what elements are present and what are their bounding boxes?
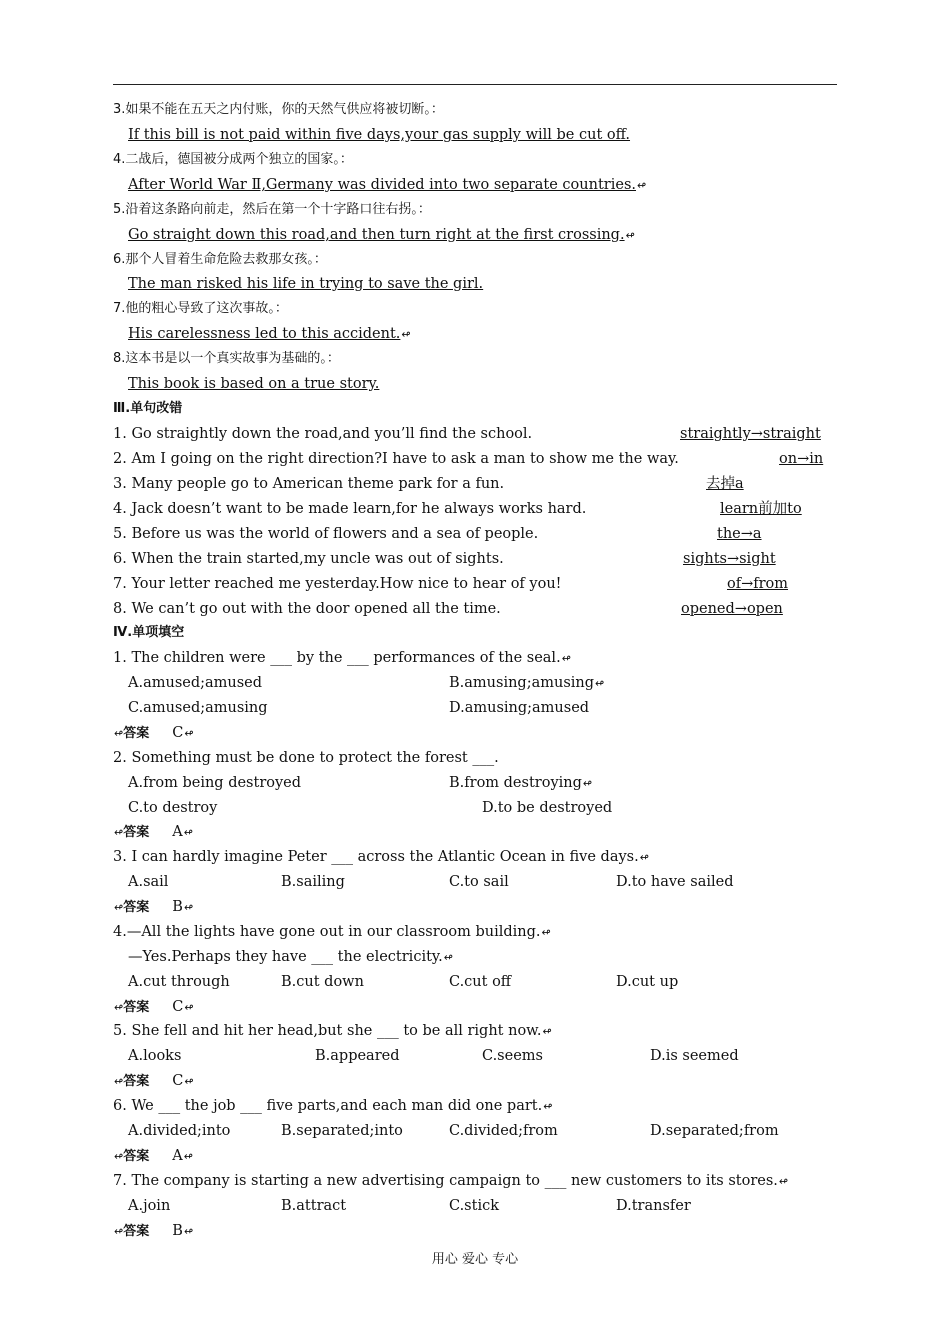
correction-sentence-8: 8. We can’t go out with the door opened all the time.: [113, 601, 501, 617]
translation-question-5: 5.沿着这条路向前走，然后在第一个十字路口往右拐。：: [113, 202, 431, 217]
choice-4-option-d: D.cut up: [616, 974, 679, 990]
choice-6-option-a: A.divided;into: [128, 1123, 231, 1139]
return-mark-icon: ↫: [541, 926, 551, 939]
return-mark-icon: ↫: [114, 1075, 124, 1088]
return-mark-icon: ↫: [183, 901, 194, 914]
choice-question-5: 5. She fell and hit her head,but she ___ to be all right now.↫: [113, 1023, 552, 1039]
translation-answer-7-line: [128, 324, 411, 345]
choice-7-option-d: D.transfer: [616, 1198, 691, 1214]
return-mark-icon: ↫: [625, 229, 635, 242]
choice-3-option-d: D.to have sailed: [616, 874, 734, 890]
choice-4-option-c: C.cut off: [449, 974, 512, 990]
choice-1-option-c: C.amused;amusing: [128, 700, 268, 716]
choice-7-answer: ↫答案 B↫: [114, 1223, 194, 1239]
choice-1-option-d: D.amusing;amused: [449, 700, 590, 716]
translation-answer-3: If this bill is not paid within five days,your gas supply will be cut off.: [128, 127, 631, 143]
return-mark-icon: ↫: [114, 1001, 124, 1014]
translation-question-3: 3.如果不能在五天之内付账，你的天然气供应将被切断。：: [113, 102, 444, 117]
page-footer: 用心 爱心 专心: [431, 1252, 519, 1267]
choice-7-option-a: A.join: [128, 1198, 171, 1214]
correction-heading: Ⅲ.单句改错: [113, 401, 183, 416]
return-mark-icon: ↫: [184, 1075, 194, 1088]
choice-3-option-a: A.sail: [128, 874, 169, 890]
correction-fix-2: on→in: [779, 451, 824, 467]
return-mark-icon: ↫: [183, 1150, 193, 1163]
return-mark-icon: ↫: [114, 901, 124, 914]
translation-question-7: 7.他的粗心导致了这次事故。：: [113, 301, 288, 316]
correction-fix-8: opened→open: [681, 601, 783, 617]
choice-4-answer: ↫答案 C↫: [114, 999, 194, 1015]
return-mark-icon: ↫: [114, 1150, 124, 1163]
return-mark-icon: ↫: [114, 1225, 124, 1238]
return-mark-icon: ↫: [595, 677, 605, 690]
return-mark-icon: ↫: [542, 1025, 552, 1038]
choice-question-4-reply: —Yes.Perhaps they have ___ the electricity.↫: [128, 949, 453, 965]
translation-answer-4: After World War Ⅱ,Germany was divided into two separate countries.: [128, 177, 636, 193]
return-mark-icon: ↫: [114, 826, 124, 839]
translation-answer-5: Go straight down this road,and then turn right at the first crossing.: [128, 227, 625, 243]
choice-3-option-b: B.sailing: [281, 874, 345, 890]
return-mark-icon: ↫: [183, 826, 193, 839]
choice-2-option-a: A.from being destroyed: [128, 775, 302, 791]
choice-5-option-c: C.seems: [482, 1048, 543, 1064]
correction-fix-6: sights→sight: [683, 551, 776, 567]
choice-7-option-b: B.attract: [281, 1198, 347, 1214]
translation-question-6: 6.那个人冒着生命危险去救那女孩。：: [113, 252, 327, 267]
return-mark-icon: ↫: [561, 652, 571, 665]
correction-fix-4: learn前加to: [720, 501, 802, 517]
correction-sentence-1: 1. Go straightly down the road,and you’ll find the school.: [113, 426, 533, 442]
choice-5-option-d: D.is seemed: [650, 1048, 739, 1064]
correction-sentence-4: 4. Jack doesn’t want to be made learn,for he always works hard.: [113, 501, 587, 517]
header-rule: [113, 84, 837, 85]
choice-5-option-b: B.appeared: [315, 1048, 400, 1064]
correction-fix-3: 去掉a: [706, 476, 744, 492]
choice-2-option-c: C.to destroy: [128, 800, 218, 816]
return-mark-icon: ↫: [184, 1001, 194, 1014]
choice-6-answer: ↫答案 A↫: [114, 1148, 193, 1164]
return-mark-icon: ↫: [183, 1225, 194, 1238]
choice-6-option-b: B.separated;into: [281, 1123, 403, 1139]
choice-7-option-c: C.stick: [449, 1198, 499, 1214]
choice-question-1: 1. The children were ___ by the ___ performances of the seal.↫: [113, 650, 571, 666]
translation-question-4: 4.二战后，德国被分成两个独立的国家。：: [113, 152, 353, 167]
translation-answer-4-line: [128, 175, 646, 196]
correction-sentence-2: 2. Am I going on the right direction?I have to ask a man to show me the way.: [113, 451, 679, 467]
return-mark-icon: ↫: [637, 179, 647, 192]
choice-1-option-b: B.amusing;amusing↫: [449, 675, 605, 691]
choice-heading: Ⅳ.单项填空: [113, 625, 185, 640]
choice-question-4: 4.—All the lights have gone out in our classroom building.↫: [113, 924, 551, 940]
return-mark-icon: ↫: [778, 1175, 789, 1188]
return-mark-icon: ↫: [582, 777, 593, 790]
choice-6-option-c: C.divided;from: [449, 1123, 558, 1139]
correction-fix-1: straightly→straight: [680, 426, 821, 442]
correction-sentence-6: 6. When the train started,my uncle was out of sights.: [113, 551, 504, 567]
correction-sentence-7: 7. Your letter reached me yesterday.How nice to hear of you!: [113, 576, 562, 592]
translation-question-8: 8.这本书是以一个真实故事为基础的。：: [113, 351, 340, 366]
translation-answer-8: This book is based on a true story.: [128, 376, 380, 392]
return-mark-icon: ↫: [114, 727, 124, 740]
choice-1-option-a: A.amused;amused: [128, 675, 263, 691]
return-mark-icon: ↫: [443, 951, 453, 964]
choice-3-answer: ↫答案 B↫: [114, 899, 194, 915]
translation-answer-7: His carelessness led to this accident.: [128, 326, 401, 342]
choice-2-option-d: D.to be destroyed: [482, 800, 613, 816]
choice-3-option-c: C.to sail: [449, 874, 509, 890]
choice-1-answer: ↫答案 C↫: [114, 725, 194, 741]
translation-answer-5-line: [128, 225, 635, 246]
choice-4-option-b: B.cut down: [281, 974, 364, 990]
choice-6-option-d: D.separated;from: [650, 1123, 779, 1139]
return-mark-icon: ↫: [184, 727, 194, 740]
correction-fix-5: the→a: [717, 526, 762, 542]
choice-question-2: 2. Something must be done to protect the forest ___.: [113, 750, 499, 766]
choice-4-option-a: A.cut through: [128, 974, 230, 990]
choice-5-option-a: A.looks: [128, 1048, 182, 1064]
correction-sentence-5: 5. Before us was the world of flowers and a sea of people.: [113, 526, 539, 542]
correction-fix-7: of→from: [727, 576, 789, 592]
choice-2-option-b: B.from destroying↫: [449, 775, 593, 791]
return-mark-icon: ↫: [639, 851, 649, 864]
choice-5-answer: ↫答案 C↫: [114, 1073, 194, 1089]
choice-question-7: 7. The company is starting a new advertising campaign to ___ new customers to its stores.↫: [113, 1173, 789, 1189]
choice-question-6: 6. We ___ the job ___ five parts,and each man did one part.↫: [113, 1098, 553, 1114]
return-mark-icon: ↫: [401, 328, 411, 341]
choice-question-3: 3. I can hardly imagine Peter ___ across the Atlantic Ocean in five days.↫: [113, 849, 649, 865]
choice-2-answer: ↫答案 A↫: [114, 824, 193, 840]
return-mark-icon: ↫: [543, 1100, 553, 1113]
correction-sentence-3: 3. Many people go to American theme park for a fun.: [113, 476, 505, 492]
translation-answer-6: The man risked his life in trying to save the girl.: [128, 276, 484, 292]
